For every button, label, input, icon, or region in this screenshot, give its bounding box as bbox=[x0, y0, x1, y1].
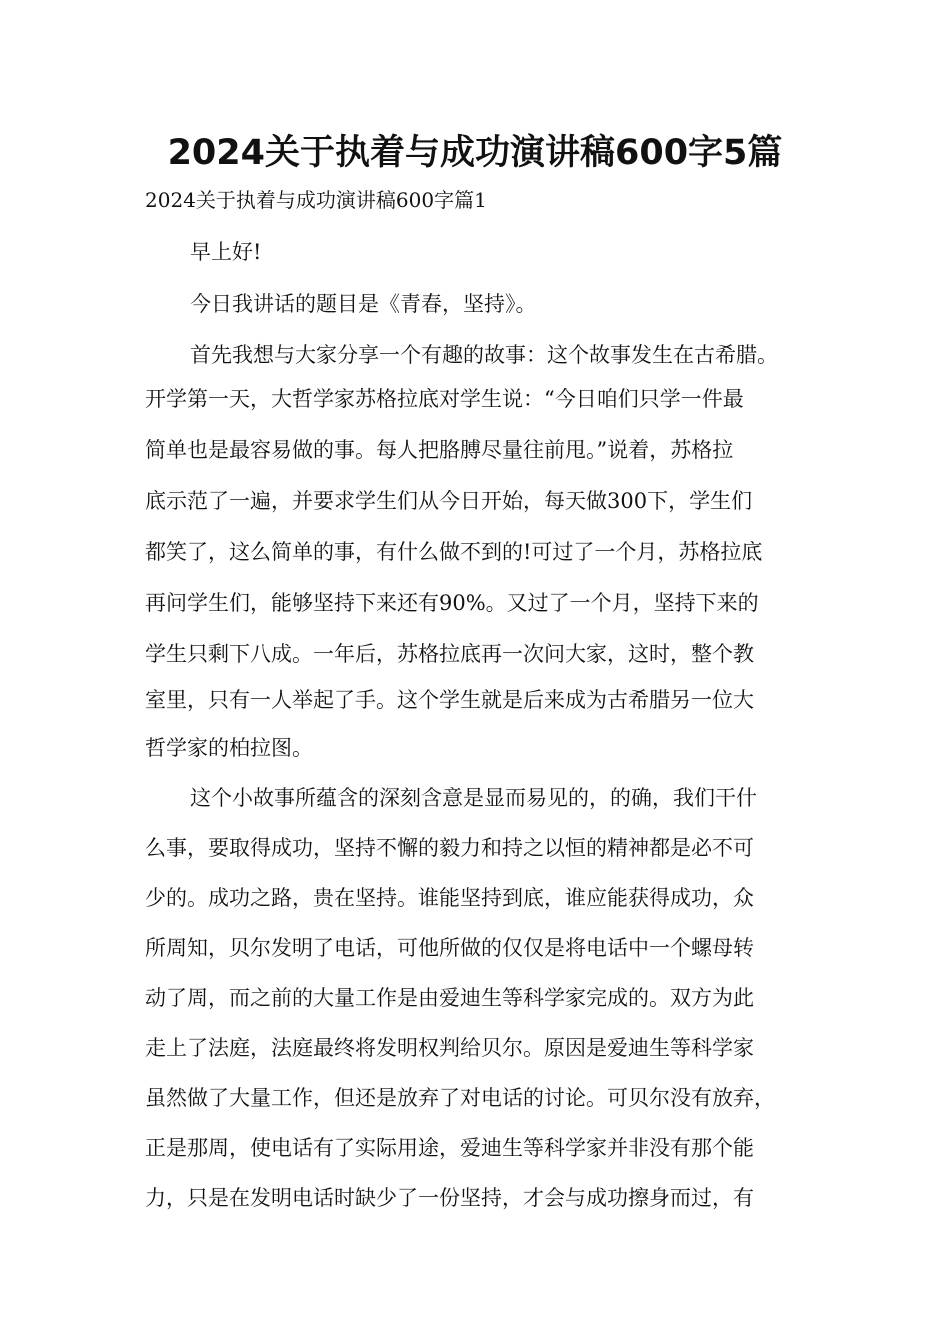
text-line: 虽然做了大量工作，但还是放弃了对电话的讨论。可贝尔没有放弃， bbox=[145, 1086, 775, 1110]
section-heading: 2024关于执着与成功演讲稿600字篇1 bbox=[145, 188, 487, 212]
text-line: 底示范了一遍，并要求学生们从今日开始，每天做300下，学生们 bbox=[145, 489, 753, 513]
document-title: 2024关于执着与成功演讲稿600字5篇 bbox=[167, 133, 783, 173]
text-line: 力，只是在发明电话时缺少了一份坚持，才会与成功擦身而过，有 bbox=[145, 1186, 754, 1210]
text-line: 所周知，贝尔发明了电话，可他所做的仅仅是将电话中一个螺母转 bbox=[145, 936, 754, 960]
text-line: 么事，要取得成功，坚持不懈的毅力和持之以恒的精神都是必不可 bbox=[145, 836, 754, 860]
text-line: 首先我想与大家分享一个有趣的故事：这个故事发生在古希腊。 bbox=[190, 343, 778, 367]
text-line-topic: 今日我讲话的题目是《青春，坚持》。 bbox=[190, 292, 537, 316]
text-line: 这个小故事所蕴含的深刻含意是显而易见的，的确，我们干什 bbox=[190, 786, 757, 810]
text-line: 开学第一天，大哲学家苏格拉底对学生说：“今日咱们只学一件最 bbox=[145, 387, 744, 411]
text-line: 少的。成功之路，贵在坚持。谁能坚持到底，谁应能获得成功，众 bbox=[145, 886, 754, 910]
text-line: 走上了法庭，法庭最终将发明权判给贝尔。原因是爱迪生等科学家 bbox=[145, 1036, 754, 1060]
text-line-greeting: 早上好! bbox=[190, 240, 262, 264]
text-line: 都笑了，这么简单的事，有什么做不到的!可过了一个月，苏格拉底 bbox=[145, 540, 763, 564]
text-line: 学生只剩下八成。一年后，苏格拉底再一次问大家，这时，整个教 bbox=[145, 642, 754, 666]
text-line: 哲学家的柏拉图。 bbox=[145, 736, 313, 760]
text-line: 简单也是最容易做的事。每人把胳膊尽量往前甩。”说着，苏格拉 bbox=[145, 438, 734, 462]
text-line: 再问学生们，能够坚持下来还有90%。又过了一个月，坚持下来的 bbox=[145, 591, 759, 615]
text-line: 正是那周，使电话有了实际用途，爱迪生等科学家并非没有那个能 bbox=[145, 1136, 754, 1160]
text-line: 动了周，而之前的大量工作是由爱迪生等科学家完成的。双方为此 bbox=[145, 986, 754, 1010]
text-line: 室里，只有一人举起了手。这个学生就是后来成为古希腊另一位大 bbox=[145, 688, 754, 712]
